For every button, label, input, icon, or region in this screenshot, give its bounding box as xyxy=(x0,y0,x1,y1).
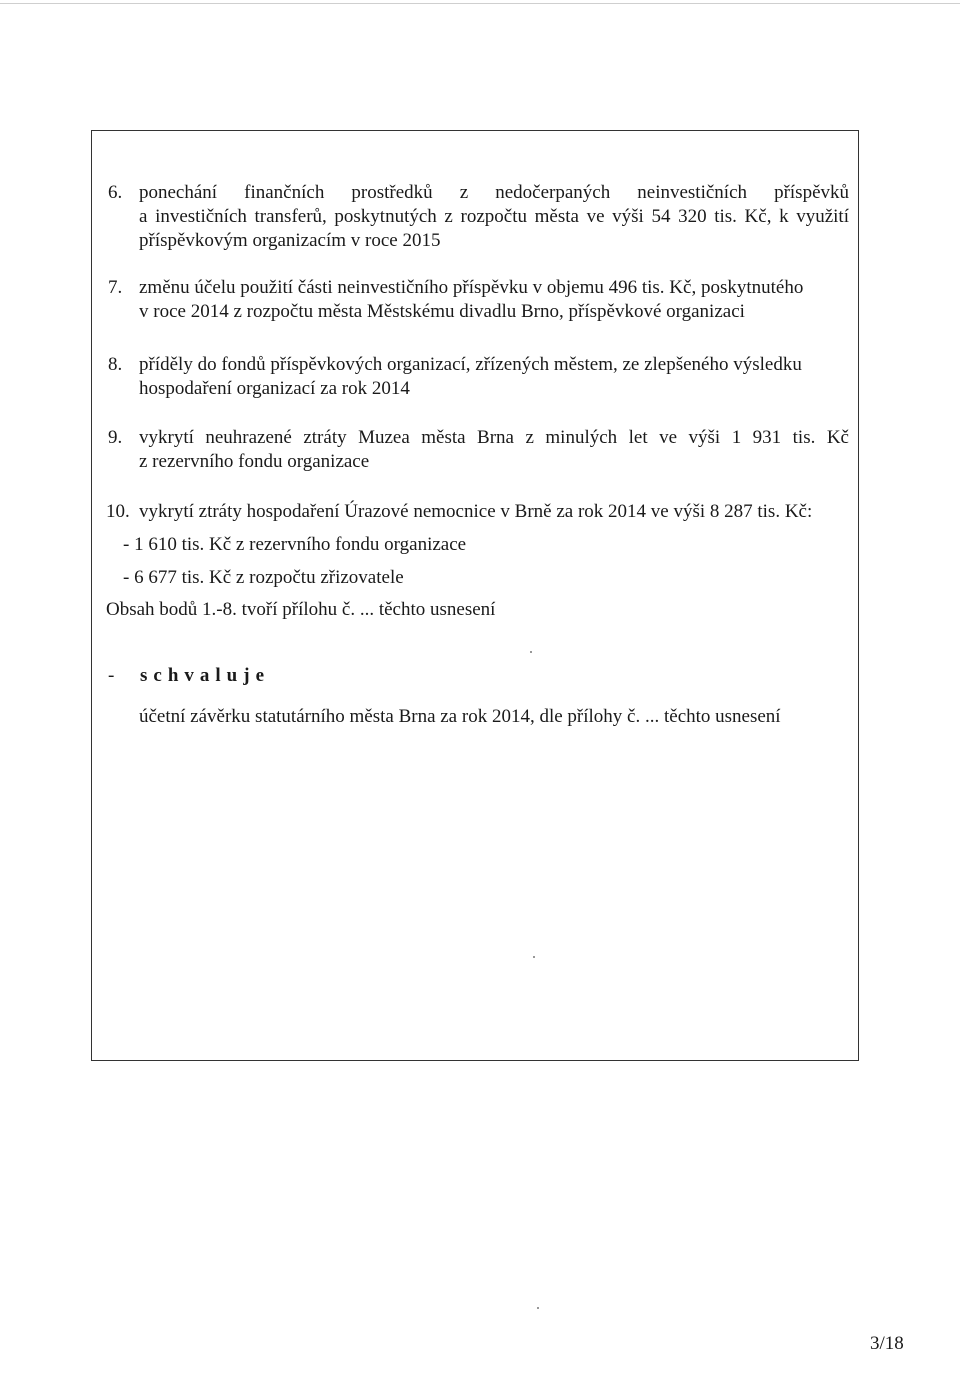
item-8-line-2: hospodaření organizací za rok 2014 xyxy=(139,378,410,399)
page-number: 3/18 xyxy=(870,1333,904,1354)
item-number-9: 9. xyxy=(108,427,123,448)
scan-speck xyxy=(530,651,532,653)
item-number-7: 7. xyxy=(108,277,123,298)
sub-item-founder-budget: - 6 677 tis. Kč z rozpočtu zřizovatele xyxy=(123,567,404,588)
item-7-line-1: změnu účelu použití části neinvestičního příspěvku v objemu 496 tis. Kč, poskytnutého xyxy=(139,277,804,298)
item-9-line-2: z rezervního fondu organizace xyxy=(139,451,370,472)
item-number-6: 6. xyxy=(108,182,123,203)
contents-note: Obsah bodů 1.-8. tvoří přílohu č. ... těchto usnesení xyxy=(106,599,496,620)
item-6-line-1: ponechání finančních prostředků z nedočerpaných neinvestičních příspěvků xyxy=(139,182,849,203)
scan-speck xyxy=(533,956,535,958)
sub-item-reserve-fund: - 1 610 tis. Kč z rezervního fondu organizace xyxy=(123,534,467,555)
approval-dash: - xyxy=(108,665,115,686)
content-frame xyxy=(91,130,859,1061)
approval-heading: schvaluje xyxy=(140,665,270,686)
item-6-line-3: příspěvkovým organizacím v roce 2015 xyxy=(139,230,441,251)
item-8-line-1: příděly do fondů příspěvkových organizací, zřízených městem, ze zlepšeného výsledku xyxy=(139,354,802,375)
item-10-line-1: vykrytí ztráty hospodaření Úrazové nemocnice v Brně za rok 2014 ve výši 8 287 tis. Kč: xyxy=(139,501,813,522)
item-7-line-2: v roce 2014 z rozpočtu města Městskému divadlu Brno, příspěvkové organizaci xyxy=(139,301,745,322)
item-9-line-1: vykrytí neuhrazené ztráty Muzea města Brna z minulých let ve výši 1 931 tis. Kč xyxy=(139,427,849,448)
approval-text: účetní závěrku statutárního města Brna za rok 2014, dle přílohy č. ... těchto usnesení xyxy=(139,706,781,727)
top-rule xyxy=(0,3,960,4)
item-6-line-2: a investičních transferů, poskytnutých z rozpočtu města ve výši 54 320 tis. Kč, k využití xyxy=(139,206,849,227)
scan-speck xyxy=(537,1307,539,1309)
item-number-10: 10. xyxy=(106,501,130,522)
item-number-8: 8. xyxy=(108,354,123,375)
